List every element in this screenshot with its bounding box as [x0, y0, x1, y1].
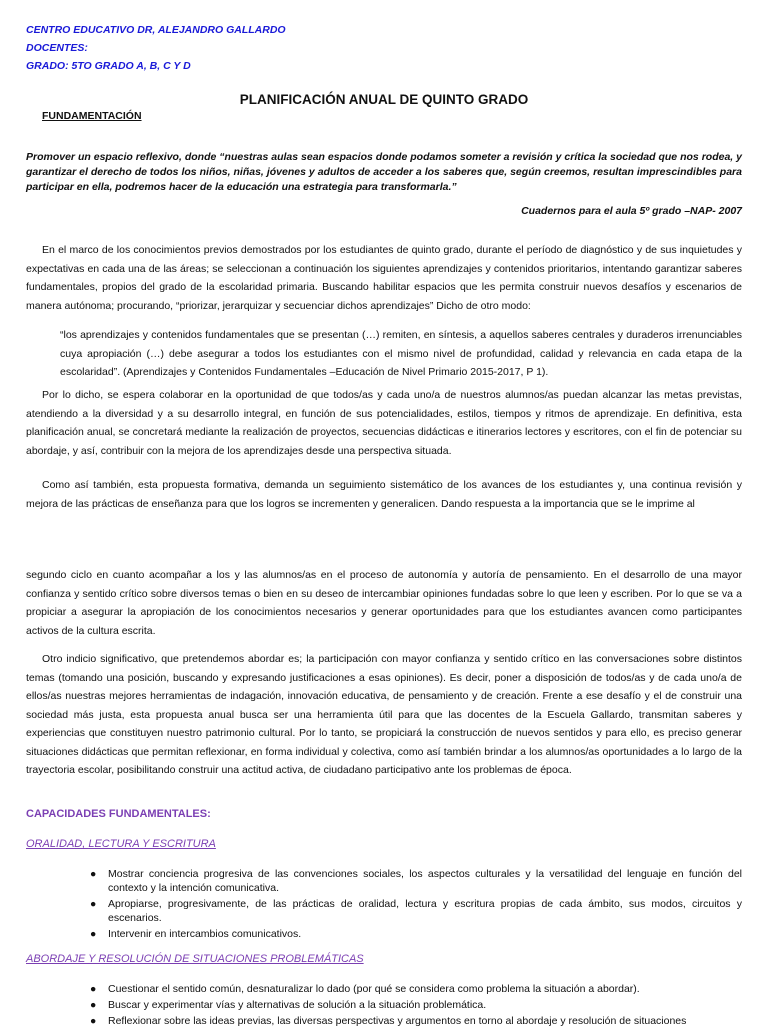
paragraph-3: Como así también, esta propuesta formativa, demanda un seguimiento sistemático de los avances de los estudiantes y, una continua revisión y mejora de las prácticas de enseñanza para que los logros se incrementen y generalicen. Dando respuesta a la importancia que se le imprime al — [26, 479, 742, 510]
bullet-icon: ● — [90, 868, 97, 880]
oralidad-heading: ORALIDAD, LECTURA Y ESCRITURA — [26, 838, 216, 850]
capacidades-heading: CAPACIDADES FUNDAMENTALES: — [26, 808, 211, 820]
bullet-icon: ● — [90, 999, 97, 1011]
paragraph-4: segundo ciclo en cuanto acompañar a los y las alumnos/as en el proceso de autonomía y autoría de pensamiento. En el desarrollo de una mayor confianza y sentido crítico sobre diversos temas o bien en su deseo de intercambiar opiniones fundadas sobre lo que leen y escriben. Por lo que se va a propiciar a asegurar la apropiación de los conocimientos necesarios y generar oportunidades para que los estudiantes avancen como participantes activos de la cultura escrita. — [26, 569, 742, 637]
paragraph-1: En el marco de los conocimientos previos demostrados por los estudiantes de quinto grado, durante el período de diagnóstico y de sus inquietudes y expectativas en cada una de las áreas; se seleccionan a continuación los siguientes aprendizajes y contenidos prioritarios, intentando garantizar saberes fundamentales, propios del grado de la escolaridad primaria. Buscando habilitar espacios que les permita construir nuevos desafíos y escenarios de manera autónoma; procurando, “priorizar, jerarquizar y secuenciar dichos aprendizajes” Dicho de otro modo: — [26, 244, 742, 312]
oralidad-list — [90, 867, 742, 943]
list-item: ● Mostrar conciencia progresiva de las convenciones sociales, los aspectos culturales y la versatilidad del lenguaje en función del contexto y la intención comunicativa. — [90, 868, 742, 894]
list-item: ● Reflexionar sobre las ideas previas, las diversas perspectivas y argumentos en torno al abordaje y resolución de situaciones — [90, 1015, 687, 1027]
epigraph-source: Cuadernos para el aula 5º grado –NAP- 2007 — [521, 205, 742, 217]
block-quote: “los aprendizajes y contenidos fundamentales que se presentan (…) remiten, en síntesis, a aquellos saberes centrales y duraderos irrenunciables cuya apropiación (…) debe asegurar a todos los estudiantes con el mismo nivel de profundidad, calidad y relevancia en cada etapa de la escolaridad”. (Aprendizajes y Contenidos Fundamentales –Educación de Nivel Primario 2015-2017, P 1). — [60, 329, 742, 378]
list-item: ● Apropiarse, progresivamente, de las prácticas de oralidad, lectura y escritura propias de cada ámbito, sus modos, circuitos y escenarios. — [90, 898, 742, 924]
bullet-icon: ● — [90, 983, 97, 995]
paragraph-2: Por lo dicho, se espera colaborar en la oportunidad de que todos/as y cada uno/a de nuestros alumnos/as puedan alcanzar las metas previstas, atendiendo a la diversidad y a su desarrollo integral, en función de sus potencialidades, estilos, tiempos y ritmos de aprendizaje. En definitiva, esta planificación anual, se concretará mediante la realización de proyectos, secuencias didácticas e itinerarios lectores y escritores, con el fin de potenciar su abordaje, y así, contribuir con la mejora de los aprendizajes desde una perspectiva situada. — [26, 389, 742, 457]
school-name: CENTRO EDUCATIVO DR, ALEJANDRO GALLARDO — [26, 24, 286, 36]
list-item: ● Cuestionar el sentido común, desnaturalizar lo dado (por qué se considera como problema la situación a abordar). — [90, 983, 640, 995]
abordaje-list — [90, 982, 742, 1030]
section-fundamentacion: FUNDAMENTACIÓN — [42, 110, 142, 122]
list-item: ● Intervenir en intercambios comunicativos. — [90, 928, 302, 940]
list-item: ● Buscar y experimentar vías y alternativas de solución a la situación problemática. — [90, 999, 487, 1011]
bullet-icon: ● — [90, 928, 97, 940]
teachers-label: DOCENTES: — [26, 42, 88, 54]
bullet-icon: ● — [90, 1015, 97, 1027]
epigraph-quote: Promover un espacio reflexivo, donde “nuestras aulas sean espacios donde podamos someter a revisión y crítica la sociedad que nos rodea, y garantizar el derecho de todos los niños, niñas, jóvenes y adultos de acceder a los saberes que, según creemos, resultan imprescindibles para participar en ella, podremos hacer de la educación una estrategia para transformarla.” — [26, 151, 742, 193]
grade-label: GRADO: 5TO GRADO A, B, C Y D — [26, 60, 191, 72]
abordaje-heading: ABORDAJE Y RESOLUCIÓN DE SITUACIONES PROBLEMÁTICAS — [26, 953, 364, 965]
page-title: PLANIFICACIÓN ANUAL DE QUINTO GRADO — [239, 92, 529, 107]
bullet-icon: ● — [90, 898, 97, 910]
paragraph-5: Otro indicio significativo, que pretendemos abordar es; la participación con mayor confianza y sentido crítico en las conversaciones sobre distintos temas (tomando una posición, buscando y expresando justificaciones a esas opiniones). Es decir, poner a disposición de todos/as y de cada uno/a de ellos/as nuestras mejores herramientas de indagación, innovación educativa, de pensamiento y de creación. Frente a ese desafío y el de construir una sociedad más justa, esta propuesta anual busca ser una herramienta útil para que las docentes de la Escuela Gallardo, transmitan saberes y experiencias que constituyen nuestro patrimonio cultural. Por lo tanto, se propiciará la construcción de nuevos sentidos y para ello, es preciso generar situaciones didácticas que permitan reflexionar, en forma individual y colectiva, como así también brindar a los alumnos/as oportunidades a lo largo de la trayectoria escolar, posibilitando construir una actitud activa, de ciudadano participativo ante los problemas de época. — [26, 653, 742, 776]
